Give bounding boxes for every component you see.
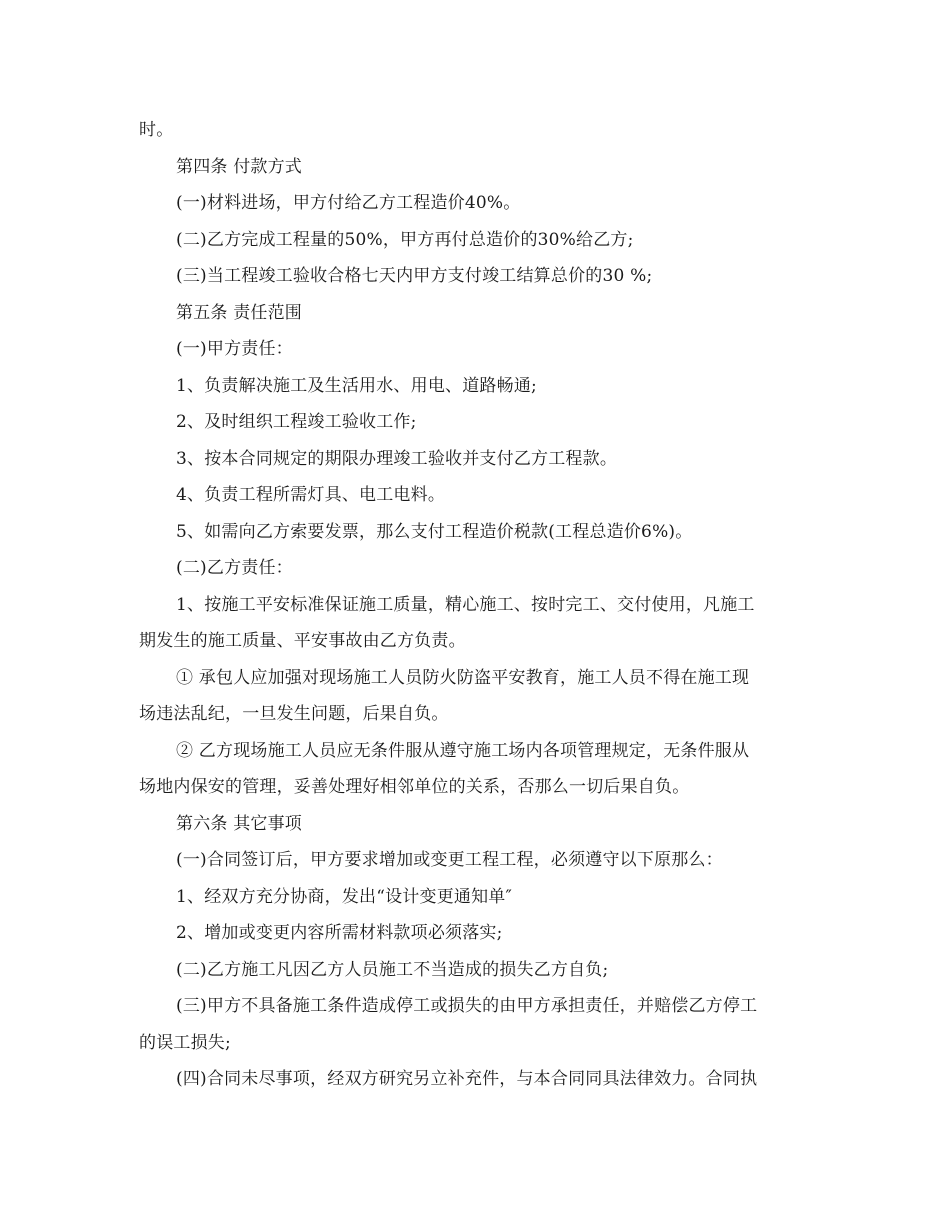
text-line: 期发生的施工质量、平安事故由乙方负责。 xyxy=(139,631,466,651)
text-line: ① 承包人应加强对现场施工人员防火防盗平安教育，施工人员不得在施工现 xyxy=(176,667,750,688)
text-line: 5、如需向乙方索要发票，那么支付工程造价税款(工程总造价6%)。 xyxy=(176,521,693,542)
text-line: (二)乙方施工凡因乙方人员施工不当造成的损失乙方自负; xyxy=(176,959,609,980)
text-line: 场地内保安的管理，妥善处理好相邻单位的关系，否那么一切后果自负。 xyxy=(139,777,690,797)
text-line: (一)材料进场，甲方付给乙方工程造价40%。 xyxy=(176,193,521,213)
section-heading: 第六条 其它事项 xyxy=(176,813,303,834)
document-body xyxy=(139,112,815,1098)
text-line: 场违法乱纪，一旦发生问题，后果自负。 xyxy=(139,704,449,724)
subsection-heading: (一)甲方责任： xyxy=(176,339,293,359)
text-line: 1、按施工平安标准保证施工质量，精心施工、按时完工、交付使用，凡施工 xyxy=(176,594,755,615)
text-line: 1、经双方充分协商，发出“设计变更通知单″ xyxy=(176,886,513,907)
text-line: 时。 xyxy=(139,120,174,140)
text-line: (三)甲方不具备施工条件造成停工或损失的由甲方承担责任，并赔偿乙方停工 xyxy=(176,996,758,1016)
text-line: 4、负责工程所需灯具、电工电料。 xyxy=(176,485,446,505)
text-line: (二)乙方完成工程量的50%，甲方再付总造价的30%给乙方; xyxy=(176,229,634,250)
section-heading: 第五条 责任范围 xyxy=(176,302,303,323)
text-line: 2、增加或变更内容所需材料款项必须落实; xyxy=(176,923,503,943)
text-line: (四)合同未尽事项，经双方研究另立补充件，与本合同同具法律效力。合同执 xyxy=(176,1069,758,1089)
text-line: 1、负责解决施工及生活用水、用电、道路畅通; xyxy=(176,375,537,396)
text-line: 2、及时组织工程竣工验收工作; xyxy=(176,412,417,432)
subsection-heading: (二)乙方责任： xyxy=(176,558,293,578)
text-line: (三)当工程竣工验收合格七天内甲方支付竣工结算总价的30 %; xyxy=(176,266,653,286)
text-line: 3、按本合同规定的期限办理竣工验收并支付乙方工程款。 xyxy=(176,448,618,469)
text-line: (一)合同签订后，甲方要求增加或变更工程工程，必须遵守以下原那么： xyxy=(176,850,723,870)
text-line: 的误工损失; xyxy=(139,1032,231,1053)
section-heading: 第四条 付款方式 xyxy=(176,156,303,177)
text-line: ② 乙方现场施工人员应无条件服从遵守施工场内各项管理规定，无条件服从 xyxy=(176,740,750,761)
